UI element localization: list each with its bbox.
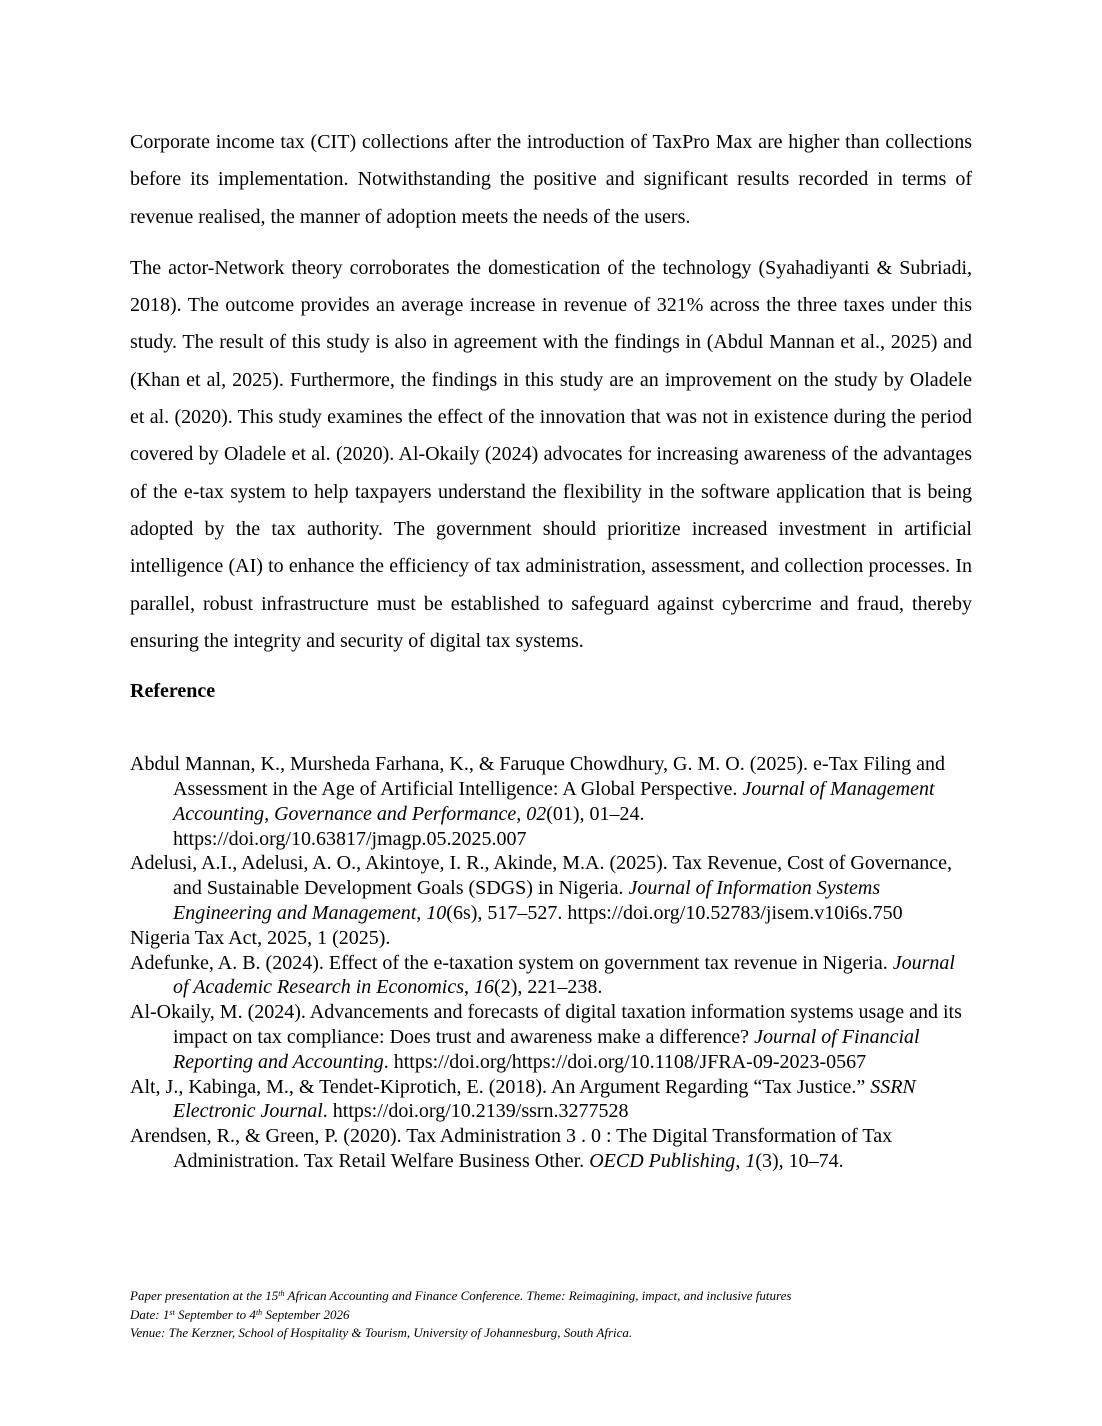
body-paragraph: The actor-Network theory corroborates the domestication of the technology (Syahadiyanti & Subriadi, 2018). The outcome provides an average increase in revenue of 321% across the three taxes under this study. The result of this study is also in agreement with the findings in (Abdul Mannan et al., 2025) and (Khan et al, 2025). Furthermore, the findings in this study are an improvement on the study by Oladele et al. (2020). This study examines the effect of the innovation that was not in existence during the period covered by Oladele et al. (2020). Al-Okaily (2024) advocates for increasing awareness of the advantages of the e-tax system to help taxpayers understand the flexibility in the software application that is being adopted by the tax authority. The government should prioritize increased investment in artificial intelligence (AI) to enhance the efficiency of tax administration, assessment, and collection processes. In parallel, robust infrastructure must be established to safeguard against cybercrime and fraud, thereby ensuring the integrity and security of digital tax systems. bbox=[130, 256, 972, 652]
footer-date-line: Date: 1st September to 4th September 2026 bbox=[130, 1307, 350, 1323]
reference-item: Arendsen, R., & Green, P. (2020). Tax Administration 3 . 0 : The Digital Transformation of Tax Administration. Tax Retail Welfare Business Other. OECD Publishing, 1(3), 10–74. bbox=[130, 1125, 893, 1172]
reference-item: Alt, J., Kabinga, M., & Tendet-Kiprotich, E. (2018). An Argument Regarding “Tax Justice.” SSRN Electronic Journal. https://doi.org/10.2139/ssrn.3277528 bbox=[130, 1075, 916, 1123]
body-paragraph: Corporate income tax (CIT) collections after the introduction of TaxPro Max are higher than collections before its implementation. Notwithstanding the positive and significant results recorded in terms of revenue realised, the manner of adoption meets the needs of the users. bbox=[130, 131, 972, 228]
reference-list bbox=[130, 752, 972, 1174]
reference-item: Nigeria Tax Act, 2025, 1 (2025). bbox=[130, 926, 391, 949]
footer-venue-line: Venue: The Kerzner, School of Hospitality & Tourism, University of Johannesburg, South Africa. bbox=[130, 1324, 633, 1340]
reference-item: Adelusi, A.I., Adelusi, A. O., Akintoye, I. R., Akinde, M.A. (2025). Tax Revenue, Cost of Governance, and Sustainable Development Goals (SDGS) in Nigeria. Journal of Information Systems Engineering and Management, 10(6s), 517–527. https://doi.org/10.52783/jisem.v10i6s.750 bbox=[130, 852, 953, 924]
reference-item: Al-Okaily, M. (2024). Advancements and forecasts of digital taxation information systems usage and its impact on tax compliance: Does trust and awareness make a difference? Journal of Financial Reporting and Accounting. https://doi.org/https://doi.org/10.1108/JFRA-09-2023-0567 bbox=[130, 1001, 962, 1073]
reference-item: Adefunke, A. B. (2024). Effect of the e-taxation system on government tax revenue in Nigeria. Journal of Academic Research in Economics, 16(2), 221–238. bbox=[130, 951, 955, 999]
page-footer bbox=[130, 1285, 972, 1341]
page-content bbox=[130, 124, 972, 1174]
references-heading: Reference bbox=[130, 680, 216, 703]
reference-item: Abdul Mannan, K., Mursheda Farhana, K., & Faruque Chowdhury, G. M. O. (2025). e-Tax Filing and Assessment in the Age of Artificial Intelligence: A Global Perspective. Journal of Management Accounting, Governance and Performance, 02(01), 01–24. https://doi.org/10.63817/jmagp.05.2025.007 bbox=[130, 753, 945, 850]
footer-conference-line: Paper presentation at the 15th African Accounting and Finance Conference. Theme: Reimagining, impact, and inclusive futures bbox=[130, 1288, 792, 1303]
